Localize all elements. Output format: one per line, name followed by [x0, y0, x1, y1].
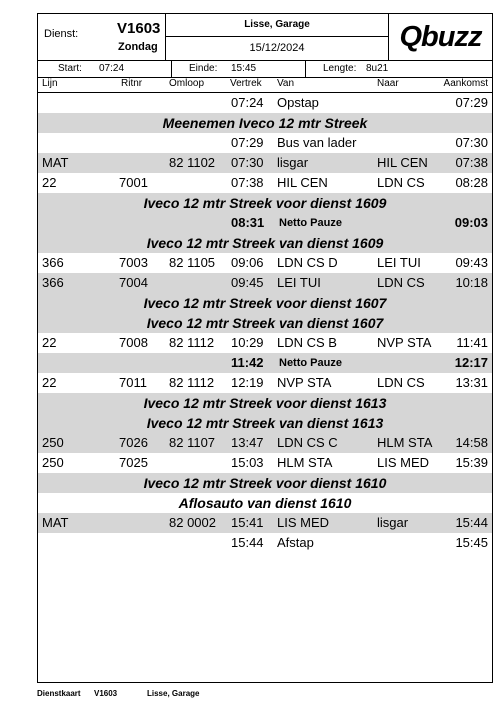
section-title: Iveco 12 mtr Streek van dienst 1613 [146, 415, 384, 431]
footer-label: Dienstkaart [37, 689, 81, 698]
table-row [38, 513, 492, 533]
row-naar: LIS MED [377, 455, 430, 470]
header [38, 14, 492, 61]
col-omloop: Omloop [169, 78, 205, 89]
table-row [38, 253, 492, 273]
section-header [38, 413, 492, 433]
col-lijn: Lijn [42, 78, 58, 89]
row-naar: lisgar [377, 515, 409, 530]
table-row [38, 133, 492, 153]
row-aankomst: 15:44 [455, 515, 488, 530]
section-title: Iveco 12 mtr Streek van dienst 1607 [146, 315, 384, 331]
row-omloop: 82 1112 [169, 375, 215, 390]
col-aankomst: Aankomst [443, 78, 488, 89]
row-vertrek: 15:41 [231, 515, 264, 530]
end-cell [172, 61, 306, 77]
pause-row [38, 353, 492, 373]
row-naar: HLM STA [377, 435, 433, 450]
start-label: Start: [58, 63, 82, 74]
pause-end: 12:17 [454, 355, 488, 370]
table-row [38, 333, 492, 353]
row-naar: LEI TUI [377, 255, 421, 270]
row-lijn: 22 [42, 335, 57, 350]
row-lijn: 22 [42, 175, 57, 190]
col-vertrek: Vertrek [230, 78, 262, 89]
location-date-block [166, 14, 389, 60]
section-header [38, 313, 492, 333]
row-ritnr: 7001 [119, 175, 148, 190]
section-title: Iveco 12 mtr Streek voor dienst 1607 [143, 295, 387, 311]
row-van: LIS MED [277, 515, 330, 530]
row-ritnr: 7026 [119, 435, 148, 450]
section-header [38, 293, 492, 313]
row-lijn: 250 [42, 435, 64, 450]
table-row [38, 173, 492, 193]
row-van: HIL CEN [277, 175, 328, 190]
row-lijn: MAT [42, 515, 69, 530]
length-value: 8u21 [366, 63, 389, 74]
row-vertrek: 13:47 [231, 435, 264, 450]
row-aankomst: 08:28 [455, 175, 488, 190]
row-omloop: 82 1102 [169, 155, 216, 170]
pause-row [38, 213, 492, 233]
times-bar [38, 61, 492, 78]
row-vertrek: 09:06 [231, 255, 264, 270]
row-vertrek: 15:44 [231, 535, 264, 550]
section-header [38, 113, 492, 133]
row-omloop: 82 0002 [169, 515, 216, 530]
footer-duty: V1603 [94, 689, 118, 698]
row-van: Bus van lader [277, 135, 357, 150]
section-header [38, 233, 492, 253]
pause-start: 08:31 [231, 215, 265, 230]
row-lijn: 250 [42, 455, 64, 470]
row-lijn: MAT [42, 155, 69, 170]
length-cell [306, 61, 492, 77]
table-row [38, 273, 492, 293]
row-vertrek: 07:30 [231, 155, 264, 170]
duty-number: V1603 [117, 20, 161, 37]
row-vertrek: 10:29 [231, 335, 264, 350]
section-title: Iveco 12 mtr Streek voor dienst 1613 [143, 395, 387, 411]
row-vertrek: 12:19 [231, 375, 264, 390]
row-van: lisgar [277, 155, 309, 170]
pause-end: 09:03 [454, 215, 488, 230]
date: 15/12/2024 [249, 42, 305, 54]
table-row [38, 93, 492, 113]
end-time: 15:45 [231, 63, 257, 74]
pause-start: 11:42 [231, 355, 264, 370]
table-row [38, 373, 492, 393]
col-van: Van [277, 78, 295, 89]
row-naar: LDN CS [377, 375, 425, 390]
row-ritnr: 7025 [119, 455, 148, 470]
location: Lisse, Garage [166, 14, 388, 37]
table-row [38, 433, 492, 453]
section-header [38, 393, 492, 413]
section-header [38, 473, 492, 493]
row-aankomst: 13:31 [455, 375, 488, 390]
footer-location: Lisse, Garage [147, 689, 200, 698]
section-title: Meenemen Iveco 12 mtr Streek [162, 115, 368, 131]
pause-label: Netto Pauze [279, 357, 342, 369]
start-cell [38, 61, 172, 77]
row-naar: LDN CS [377, 275, 425, 290]
row-van: NVP STA [277, 375, 332, 390]
row-aankomst: 07:38 [455, 155, 488, 170]
row-aankomst: 14:58 [455, 435, 488, 450]
row-vertrek: 09:45 [231, 275, 264, 290]
duty-block [38, 14, 166, 60]
row-ritnr: 7004 [119, 275, 148, 290]
duty-label: Dienst: [44, 28, 79, 40]
table-row [38, 533, 492, 553]
col-naar: Naar [377, 78, 399, 89]
row-vertrek: 07:38 [231, 175, 264, 190]
row-van: LDN CS D [277, 255, 338, 270]
row-aankomst: 09:43 [455, 255, 488, 270]
start-time: 07:24 [99, 63, 125, 74]
column-header [38, 78, 492, 93]
row-vertrek: 07:24 [231, 95, 264, 110]
row-aankomst: 10:18 [455, 275, 488, 290]
row-vertrek: 07:29 [231, 135, 264, 150]
row-aankomst: 15:45 [455, 535, 488, 550]
row-aankomst: 15:39 [455, 455, 488, 470]
row-omloop: 82 1112 [169, 335, 215, 350]
length-label: Lengte: [323, 63, 357, 74]
col-ritnr: Ritnr [121, 78, 143, 89]
duty-card [37, 13, 493, 683]
row-van: Afstap [277, 535, 314, 550]
section-header [38, 493, 492, 513]
duty-day: Zondag [118, 41, 158, 53]
row-van: LDN CS C [277, 435, 338, 450]
row-aankomst: 07:29 [455, 95, 488, 110]
row-ritnr: 7003 [119, 255, 148, 270]
section-header [38, 193, 492, 213]
row-lijn: 366 [42, 255, 64, 270]
end-label: Einde: [189, 63, 218, 74]
section-title: Iveco 12 mtr Streek van dienst 1609 [146, 235, 384, 251]
row-naar: HIL CEN [377, 155, 428, 170]
row-aankomst: 07:30 [455, 135, 488, 150]
row-van: Opstap [277, 95, 319, 110]
row-van: LDN CS B [277, 335, 337, 350]
row-lijn: 22 [42, 375, 57, 390]
row-omloop: 82 1107 [169, 435, 216, 450]
row-van: HLM STA [277, 455, 333, 470]
section-title: Aflosauto van dienst 1610 [178, 495, 352, 511]
row-naar: NVP STA [377, 335, 432, 350]
row-aankomst: 11:41 [456, 335, 488, 350]
trip-rows [38, 93, 492, 553]
qbuzz-logo: Qbuzz [399, 21, 482, 53]
row-vertrek: 15:03 [231, 455, 264, 470]
row-ritnr: 7008 [119, 335, 148, 350]
row-omloop: 82 1105 [169, 255, 216, 270]
section-title: Iveco 12 mtr Streek voor dienst 1609 [143, 195, 387, 211]
pause-label: Netto Pauze [279, 217, 342, 229]
table-row [38, 153, 492, 173]
section-title: Iveco 12 mtr Streek voor dienst 1610 [143, 475, 387, 491]
row-lijn: 366 [42, 275, 64, 290]
row-naar: LDN CS [377, 175, 425, 190]
table-row [38, 453, 492, 473]
row-ritnr: 7011 [119, 375, 147, 390]
row-van: LEI TUI [277, 275, 321, 290]
